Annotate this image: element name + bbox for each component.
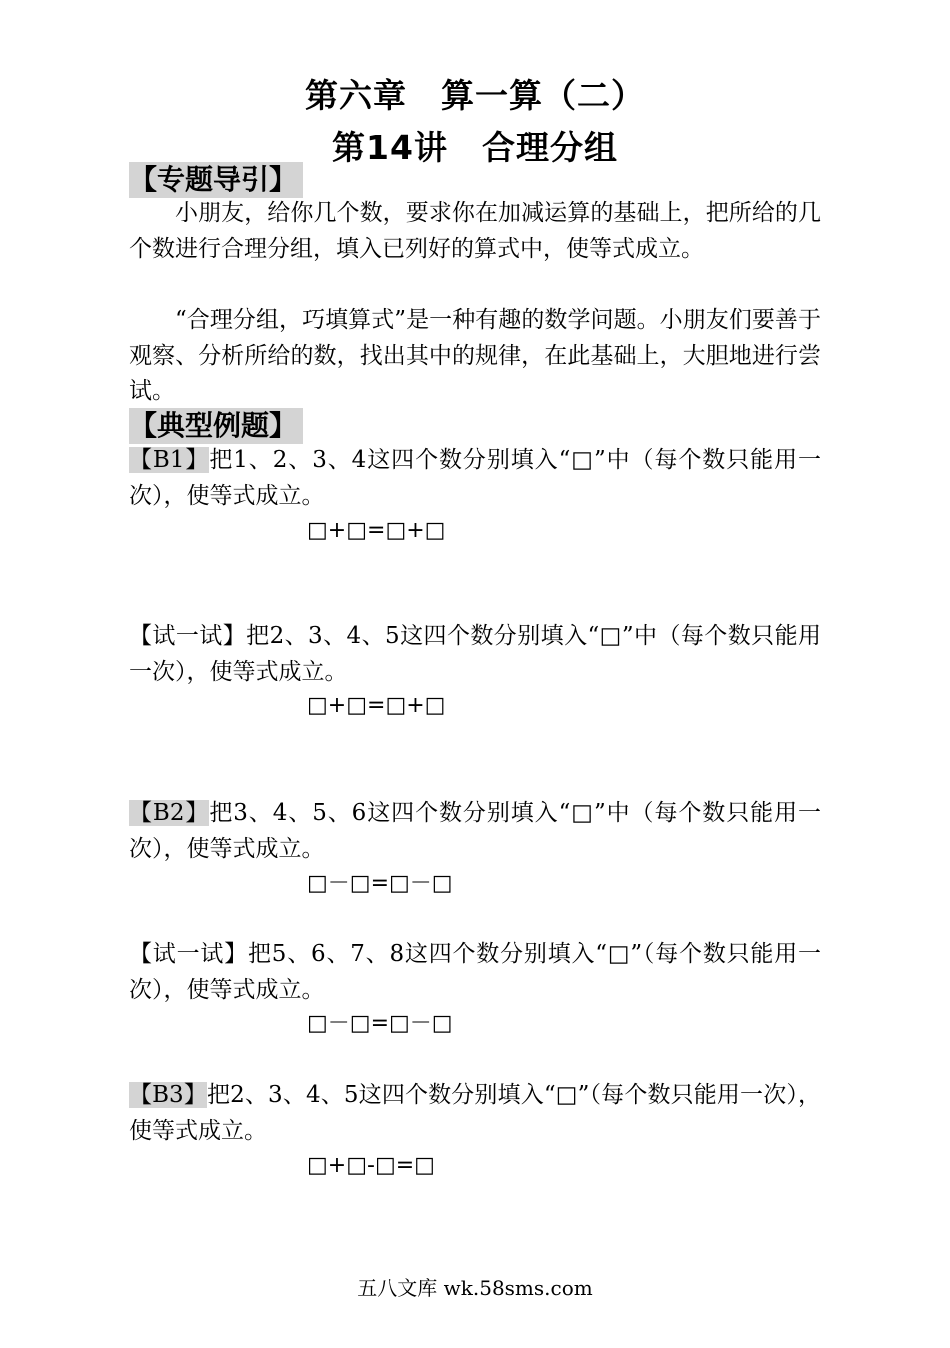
problem-b1 (129, 443, 821, 514)
footer-watermark: 五八文库 wk.58sms.com (357, 1276, 593, 1300)
equation-try-1: □+□=□+□ (307, 693, 446, 718)
problem-text: 把1、2、3、4这四个数分别填入“□”中（每个数只能用一次），使等式成立。 (129, 447, 821, 509)
problem-text: 把5、6、7、8这四个数分别填入“□”（每个数只能用一次），使等式成立。 (129, 941, 822, 1003)
examples-heading: 【典型例题】 (129, 408, 303, 444)
intro-paragraph-2-text: “合理分组，巧填算式”是一种有趣的数学问题。小朋友们要善于观察、分析所给的数，找出其中的规律，在此基础上，大胆地进行尝试。 (129, 307, 821, 404)
equation-try-2: □－□=□－□ (307, 1011, 453, 1036)
problem-text: 把2、3、4、5这四个数分别填入“□”中（每个数只能用一次），使等式成立。 (129, 623, 822, 685)
chapter-title: 第六章 算一算（二） (305, 76, 645, 115)
problem-try-2 (129, 937, 821, 1008)
intro-heading: 【专题导引】 (129, 162, 303, 198)
problem-text: 把3、4、5、6这四个数分别填入“□”中（每个数只能用一次），使等式成立。 (129, 800, 821, 862)
equation-b3: □+□-□=□ (307, 1153, 435, 1178)
lesson-title: 第14讲 合理分组 (332, 128, 618, 167)
problem-try-1 (129, 619, 821, 690)
intro-paragraph-2 (129, 303, 821, 410)
intro-paragraph-1-text: 小朋友，给你几个数，要求你在加减运算的基础上，把所给的几个数进行合理分组，填入已列好的算式中，使等式成立。 (129, 200, 821, 262)
problem-tag: 【试一试】 (129, 623, 247, 649)
problem-text: 把2、3、4、5这四个数分别填入“□”（每个数只能用一次），使等式成立。 (129, 1082, 821, 1144)
equation-b2: □－□=□－□ (307, 871, 453, 896)
problem-tag: 【试一试】 (129, 941, 248, 967)
problem-b3 (129, 1078, 821, 1149)
intro-paragraph-1 (129, 196, 821, 267)
problem-tag: 【B3】 (129, 1082, 207, 1108)
problem-tag: 【B2】 (129, 800, 210, 826)
problem-tag: 【B1】 (129, 447, 210, 473)
equation-b1: □+□=□+□ (307, 518, 446, 543)
problem-b2 (129, 796, 821, 867)
